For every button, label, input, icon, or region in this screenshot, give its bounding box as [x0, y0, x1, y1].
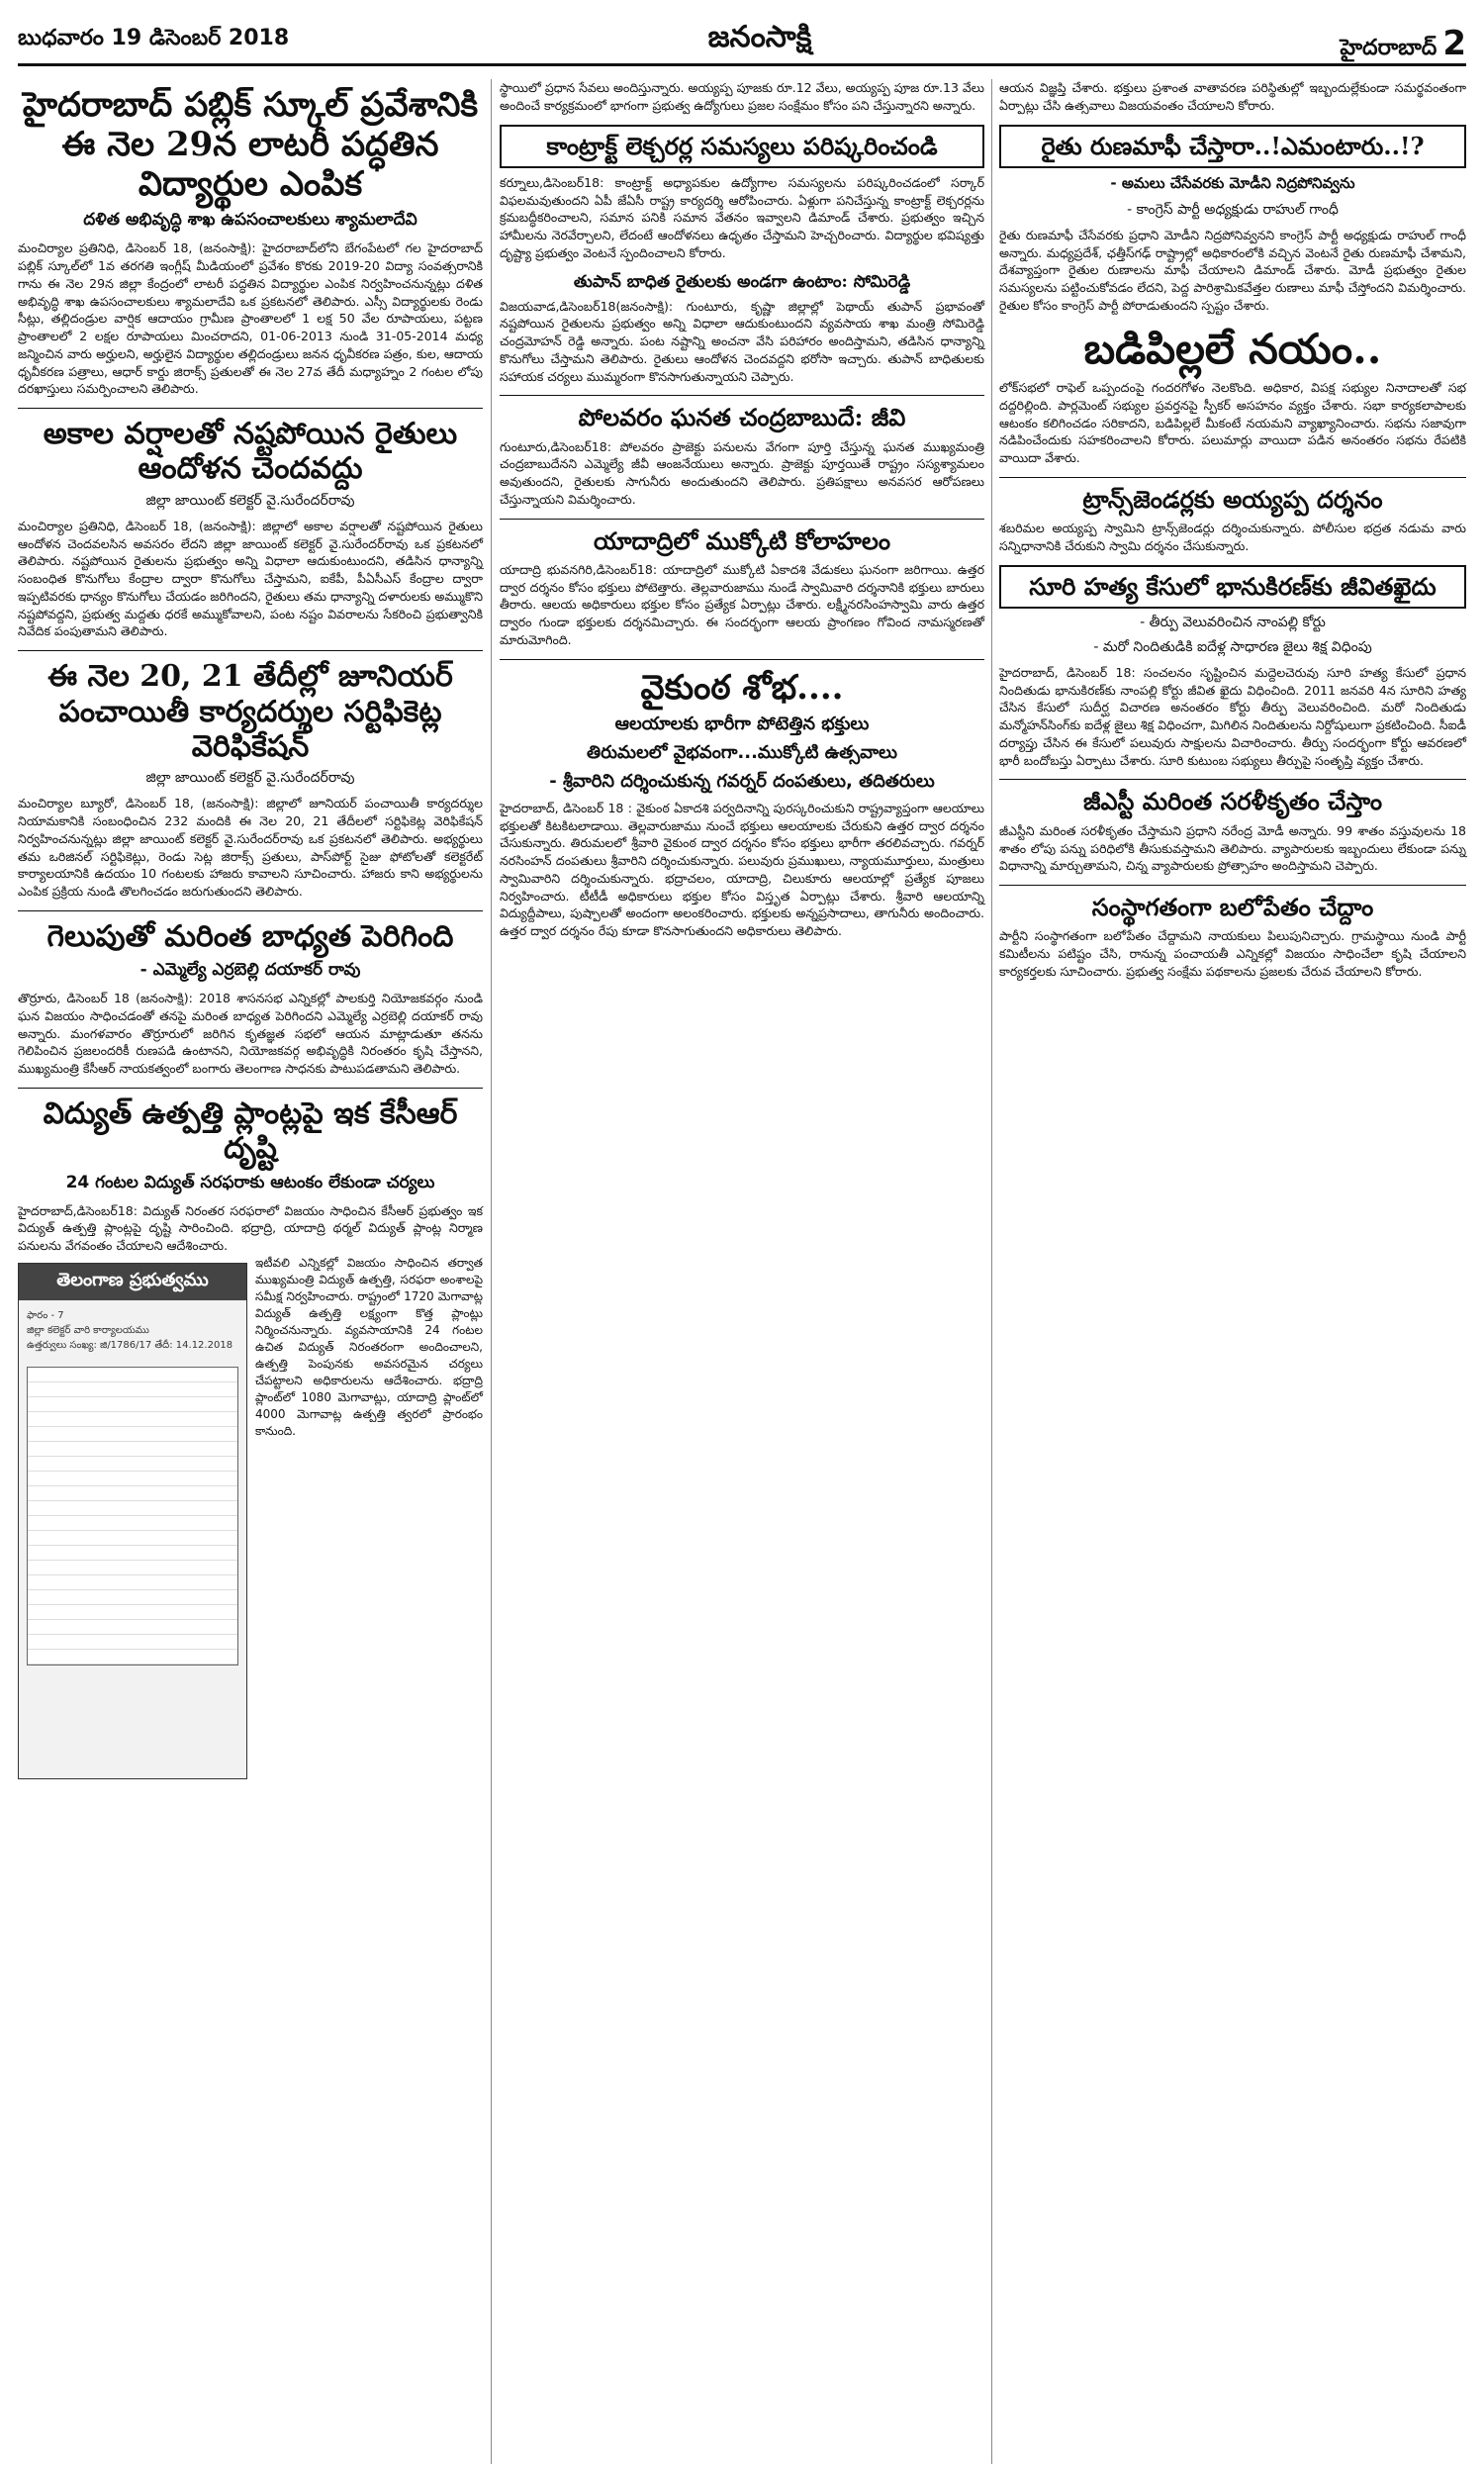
article — [18, 417, 483, 640]
article — [500, 79, 984, 115]
column-divider — [991, 79, 992, 2464]
city-name: హైదరాబాద్ — [1340, 36, 1438, 60]
notice-line: జిల్లా కలెక్టర్ వారి కార్యాలయము — [27, 1324, 149, 1336]
issue-date: బుధవారం 19 డిసెంబర్ 2018 — [18, 26, 290, 50]
article-body: యాదాద్రి భువనగిరి,డిసెంబర్18: యాదాద్రిలో ముక్కోటి ఏకాదశి వేడుకలు ఘనంగా జరిగాయి. ఉత్తర ద్వార దర్శనం కోసం భక్తులు పోటెత్తారు. తెల్లవారుజాము నుండే స్వామివారి దర్శనానికి భక్తులు బారులు తీరారు. ఆలయ అధికారులు భక్తుల కోసం ప్రత్యేక ఏర్పాట్లు చేశారు. లక్ష్మీనరసింహస్వామి వారు ఉత్తర ద్వారం గుండా భక్తులకు దర్శనమిచ్చారు. ఈ సందర్భంగా ఆలయ ప్రాంగణం గోవింద నామస్మరణతో మారుమోగింది. — [500, 561, 984, 647]
article-bullet: - శ్రీవారిని దర్శించుకున్న గవర్నర్ దంపతులు, తదితరులు — [549, 770, 935, 792]
article — [500, 272, 984, 386]
column-middle — [500, 79, 984, 950]
divider — [18, 650, 483, 651]
notice-line: ఉత్తర్వులు సంఖ్య: జి/1786/17 తేదీ: 14.12.2018 — [27, 1339, 233, 1351]
column-right — [999, 79, 1466, 991]
article — [500, 125, 984, 262]
page-number: 2 — [1442, 24, 1466, 63]
article-byline: - మరో నిందితుడికి ఐదేళ్ల సాధారణ జైలు శిక్ష విధింపు — [1093, 638, 1372, 655]
article-bullet: తిరుమలలో వైభవంగా...ముక్కోటి ఉత్సవాలు — [587, 741, 897, 763]
article-subhead: - ఎమ్మెల్యే ఎర్రబెల్లి దయాకర్ రావు — [139, 960, 361, 981]
notice-line: ఫారం - 7 — [27, 1309, 64, 1321]
article-headline: రైతు రుణమాఫీ చేస్తారా..!ఎమంటారు..!? — [999, 125, 1466, 168]
article — [999, 486, 1466, 555]
article-headline: అకాల వర్షాలతో నష్టపోయిన రైతులు ఆందోళన చెందవద్దు — [43, 417, 458, 487]
article — [999, 565, 1466, 770]
article-body: హైదరాబాద్, డిసెంబర్ 18 : వైకుంఠ ఏకాదశి పర్వదినాన్ని పురస్కరించుకుని రాష్ట్రవ్యాప్తంగా ఆలయాలు భక్తులతో కిటకిటలాడాయి. తెల్లవారుజాము నుంచే భక్తులు ఆలయాలకు చేరుకుని ఉత్తర ద్వార దర్శనం చేసుకున్నారు. తిరుమలలో శ్రీవారి వైకుంఠ ద్వార దర్శనం కోసం భక్తులు భారీగా తరలివచ్చారు. గవర్నర్ నరసింహన్ దంపతులు శ్రీవారిని దర్శించుకున్నారు. పలువురు ప్రముఖులు, న్యాయమూర్తులు, మంత్రులు స్వామివారిని దర్శించుకున్నారు. భద్రాచలం, యాదాద్రి, చిలుకూరు ఆలయాల్లో ప్రత్యేక పూజలు నిర్వహించారు. టీటీడీ అధికారులు భక్తుల కోసం విస్తృత ఏర్పాట్లు చేశారు. శ్రీవారి ఆలయాన్ని విద్యుద్దీపాలు, పుష్పాలతో అందంగా అలంకరించారు. భక్తులకు అన్నప్రసాదాలు, తాగునీరు అందించారు. ఉత్తర ద్వార దర్శనం రేపు కూడా కొనసాగుతుందని అధికారులు తెలిపారు. — [500, 800, 984, 939]
edition-city — [1340, 24, 1466, 65]
article-byline: జిల్లా జాయింట్ కలెక్టర్ వై.సురేందర్‌రావు — [145, 770, 355, 787]
article-body: పార్టీని సంస్థాగతంగా బలోపేతం చేద్దామని నాయకులు పిలుపునిచ్చారు. గ్రామస్థాయి నుండి పార్టీ కమిటీలను పటిష్టం చేసి, రానున్న పంచాయతీ ఎన్నికల్లో విజయం సాధించేలా కృషి చేయాలని కార్యకర్తలకు సూచించారు. ప్రభుత్వ సంక్షేమ పథకాలను ప్రజలకు చేరువ చేయాలని కోరారు. — [999, 928, 1466, 979]
masthead — [18, 14, 1466, 66]
article-body: గుంటూరు,డిసెంబర్18: పోలవరం ప్రాజెక్టు పనులను వేగంగా పూర్తి చేస్తున్న ఘనత ముఖ్యమంత్రి చంద్రబాబుదేనని ఎమ్మెల్యే జీవీ ఆంజనేయులు అన్నారు. ప్రాజెక్టు పూర్తయితే రాష్ట్రం సస్యశ్యామలం అవుతుందని, రైతులకు సాగునీరు అందుతుందని తెలిపారు. ప్రతిపక్షాలు అనవసర ఆరోపణలు చేస్తున్నాయని విమర్శించారు. — [500, 438, 984, 507]
article-body: తొర్రూరు, డిసెంబర్ 18 (జనంసాక్షి): 2018 శాసనసభ ఎన్నికల్లో పాలకుర్తి నియోజకవర్గం నుండి ఘన విజయం సాధించడంతో తనపై మరింత బాధ్యత పెరిగిందని ఎమ్మెల్యే ఎర్రబెల్లి దయాకర్ రావు అన్నారు. మంగళవారం తొర్రూరులో జరిగిన కృతజ్ఞత సభలో ఆయన మాట్లాడుతూ తనను గెలిపించిన ప్రజలందరికీ రుణపడి ఉంటానని, నియోజకవర్గ అభివృద్ధికి నిరంతరం కృషి చేస్తానని, ముఖ్యమంత్రి కేసీఆర్ నాయకత్వంలో బంగారు తెలంగాణ సాధనకు పాటుపడతామని తెలిపారు. — [18, 991, 483, 1077]
article-body: లోక్‌సభలో రాఫెల్ ఒప్పందంపై గందరగోళం నెలకొంది. అధికార, విపక్ష సభ్యుల నినాదాలతో సభ దద్దరిల్లింది. పార్లమెంట్ సభ్యుల ప్రవర్తనపై స్పీకర్ అసహనం వ్యక్తం చేశారు. సభా కార్యకలాపాలకు ఆటంకం కలిగించడం సరికాదని, బడిపిల్లలే మీకంటే నయమని వ్యాఖ్యానించారు. సభను సజావుగా నడిపించేందుకు సహకరించాలని కోరారు. పలుమార్లు వాయిదా పడిన అనంతరం సభను రేపటికి వాయిదా వేశారు. — [999, 380, 1466, 466]
article-headline: వైకుంఠ శోభ.... — [640, 667, 844, 708]
divider — [18, 408, 483, 409]
article — [999, 894, 1466, 981]
article-subhead: 24 గంటల విద్యుత్ సరఫరాకు ఆటంకం లేకుండా చర్యలు — [65, 1172, 435, 1192]
divider — [500, 519, 984, 520]
article — [999, 79, 1466, 115]
article — [18, 85, 483, 398]
article-body: మంచిర్యాల బ్యూరో, డిసెంబర్ 18, (జనంసాక్షి): జిల్లాలో జూనియర్ పంచాయితీ కార్యదర్శుల నియామకానికి సంబంధించిన 232 మందికి ఈ నెల 20, 21 తేదీలలో సర్టిఫికెట్ల వెరిఫికేషన్ నిర్వహించనున్నట్లు జిల్లా జాయింట్ కలెక్టర్ వై.సురేందర్‌రావు ఒక ప్రకటనలో తెలిపారు. అభ్యర్థులు తమ ఒరిజినల్ సర్టిఫికెట్లు, రెండు సెట్ల జిరాక్స్ ప్రతులు, పాస్‌పోర్ట్ సైజు ఫోటోలతో కలెక్టరేట్ కార్యాలయానికి ఉదయం 10 గంటలకు హాజరు కావాలని సూచించారు. హాజరు కాని అభ్యర్థులను ఎంపిక ప్రక్రియ నుండి తొలగించడం జరుగుతుందని తెలిపారు. — [18, 796, 483, 900]
article — [999, 125, 1466, 315]
article-bullet: ఆలయాలకు భారీగా పోటెత్తిన భక్తులు — [614, 713, 870, 734]
article-headline: సంస్థాగతంగా బలోపేతం చేద్దాం — [1091, 893, 1374, 922]
notice-row — [18, 1255, 483, 1779]
column-left — [18, 79, 483, 1789]
divider — [999, 477, 1466, 478]
notice-title: తెలంగాణ ప్రభుత్వము — [19, 1264, 246, 1300]
article-body: స్థాయిలో ప్రధాన సేవలు అందిస్తున్నారు. అయ్యప్ప పూజకు రూ.12 వేలు, అయ్యప్ప పూజ రూ.13 వేలు అందించే కార్యక్రమంలో భాగంగా ప్రభుత్వ ఉద్యోగులు ప్రజల సంక్షేమం కోసం పని చేస్తున్నారని అన్నారు. — [500, 80, 984, 113]
article-subhead: - అమలు చేసేవరకు మోడీని నిద్రపోనివ్వను — [1110, 173, 1355, 192]
paper-logo: జనంసాక్షి — [707, 20, 812, 54]
divider — [500, 395, 984, 396]
divider — [500, 659, 984, 660]
article — [18, 659, 483, 901]
article — [18, 919, 483, 1078]
article-body: హైదరాబాద్, డిసెంబర్ 18: సంచలనం సృష్టించిన మద్దెలచెరువు సూరి హత్య కేసులో ప్రధాన నిందితుడు భానుకిరణ్‌కు నాంపల్లి కోర్టు జీవిత ఖైదు విధించింది. 2011 జనవరి 4న సూరిని హత్య చేసిన కేసులో సుదీర్ఘ విచారణ అనంతరం కోర్టు తీర్పు వెలువరించింది. మరో నిందితుడు మన్మోహన్‌సింగ్‌కు ఐదేళ్ల జైలు శిక్ష విధించగా, మిగిలిన నిందితులను నిర్దోషులుగా ప్రకటించింది. సీఐడీ దర్యాప్తు చేసిన ఈ కేసులో పలువురు సాక్షులను విచారించారు. తీర్పు సందర్భంగా కోర్టు ఆవరణలో భారీ బందోబస్తు ఏర్పాటు చేశారు. సూరి కుటుంబ సభ్యులు తీర్పుపై సంతృప్తి వ్యక్తం చేశారు. — [999, 664, 1466, 768]
government-notice — [18, 1263, 247, 1779]
article-headline: తుపాన్ బాధిత రైతులకు అండగా ఉంటాం: సోమిరెడ్డి — [573, 271, 911, 292]
article-headline: హైదరాబాద్ పబ్లిక్ స్కూల్ ప్రవేశానికి ఈ నెల 29న లాటరీ పద్ధతిన విద్యార్థుల ఎంపిక — [22, 85, 479, 205]
article-subhead: దళిత అభివృద్ధి శాఖ ఉపసంచాలకులు శ్యామలాదేవి — [83, 210, 417, 231]
divider — [18, 1088, 483, 1089]
article — [999, 788, 1466, 875]
article-body: రైతు రుణమాఫీ చేసేవరకు ప్రధాని మోడీని నిద్రపోనివ్వనని కాంగ్రెస్ పార్టీ అధ్యక్షుడు రాహుల్ గాంధీ అన్నారు. మధ్యప్రదేశ్, ఛత్తీస్‌గఢ్ రాష్ట్రాల్లో అధికారంలోకి వచ్చిన వెంటనే రైతు రుణమాఫీ చేశామని, దేశవ్యాప్తంగా రైతుల రుణాలను మాఫీ చేయాలని డిమాండ్ చేశారు. మోడీ ప్రభుత్వం రైతుల సమస్యలను పట్టించుకోవడం లేదని, పెద్ద పారిశ్రామికవేత్తల రుణాలు మాఫీ చేస్తోందని విమర్శించారు. రైతుల కోసం కాంగ్రెస్ పార్టీ పోరాడుతుందని స్పష్టం చేశారు. — [999, 227, 1466, 313]
article-body: మంచిర్యాల ప్రతినిధి, డిసెంబర్ 18, (జనంసాక్షి): హైదరాబాద్‌లోని బేగంపేటలో గల హైదరాబాద్ పబ్లిక్ స్కూల్‌లో 1వ తరగతి ఇంగ్లీష్ మీడియంలో ప్రవేశం కొరకు 2019-20 విద్యా సంవత్సరానికి గాను ఈ నెల 29న జిల్లా కేంద్రంలో లాటరీ పద్ధతిన విద్యార్థుల ఎంపిక నిర్వహించనున్నట్లు దళిత అభివృద్ధి శాఖ ఉపసంచాలకులు శ్యామలాదేవి ఒక ప్రకటనలో తెలిపారు. ఎస్సీ విద్యార్థులకు రెండు సీట్లు, తల్లిదండ్రుల వార్షిక ఆదాయం గ్రామీణ ప్రాంతాలలో 1 లక్ష 50 వేల రూపాయలు, పట్టణ ప్రాంతాలలో 2 లక్షల రూపాయలు మించరాదని, 01-06-2013 నుండి 31-05-2014 మధ్య జన్మించిన వారు అర్హులని, అర్హులైన విద్యార్థుల తల్లిదండ్రులు జనన ధృవీకరణ పత్రం, కుల, ఆదాయ ధృవీకరణ పత్రాలు, ఆధార్ కార్డు జిరాక్స్ ప్రతులతో ఈ నెల 27వ తేదీ మధ్యాహ్నం 2 గంటల లోపు దరఖాస్తులు సమర్పించాలని తెలిపారు. — [18, 240, 483, 397]
divider — [18, 910, 483, 911]
article-body: ఆయన విజ్ఞప్తి చేశారు. భక్తులు ప్రశాంత వాతావరణ పరిస్థితుల్లో ఇబ్బందుల్లేకుండా సమర్థవంతంగా ఏర్పాట్లు చేసి ఉత్సవాలు విజయవంతం చేయాలని కోరారు. — [999, 80, 1466, 113]
article-headline: విద్యుత్ ఉత్పత్తి ప్లాంట్లపై ఇక కేసీఆర్ దృష్టి — [43, 1095, 458, 1167]
article-headline: బడిపిల్లలే నయం.. — [1083, 324, 1382, 373]
article-body: హైదరాబాద్,డిసెంబర్18: విద్యుత్ నిరంతర సరఫరాలో విజయం సాధించిన కేసీఆర్ ప్రభుత్వం ఇక విద్యుత్ ఉత్పత్తి ప్లాంట్లపై దృష్టి సారించింది. భద్రాద్రి, యాదాద్రి థర్మల్ విద్యుత్ ప్లాంట్ల నిర్మాణ పనులను వేగవంతం చేయాలని ఆదేశించారు. — [18, 1202, 483, 1254]
article-byline: జిల్లా జాయింట్ కలెక్టర్ వై.సురేందర్‌రావు — [145, 492, 355, 509]
article-body: మంచిర్యాల ప్రతినిధి, డిసెంబర్ 18, (జనంసాక్షి): జిల్లాలో అకాల వర్షాలతో నష్టపోయిన రైతులు ఆందోళన చెందవలసిన అవసరం లేదని జిల్లా జాయింట్ కలెక్టర్ వై.సురేందర్‌రావు ఒక ప్రకటనలో తెలిపారు. నష్టపోయిన రైతులను ప్రభుత్వం అన్ని విధాలా ఆదుకుంటుందని, తడిసిన ధాన్యాన్ని సంబంధిత కొనుగోలు కేంద్రాల ద్వారా కొనుగోలు చేస్తామని, ఐకేపీ, పీఏసీఎస్ కేంద్రాల ద్వారా ఇప్పటివరకు ధాన్యం కొనుగోలు చేయడం జరిగిందని, రైతులు తమ ధాన్యాన్ని దళారులకు అమ్ముకొని నష్టపోవద్దని, ప్రభుత్వ మద్దతు ధరకే అమ్ముకోవాలని, పంట నష్టం వివరాలను సేకరించి ప్రభుత్వానికి నివేదిక పంపుతామని తెలిపారు. — [18, 518, 483, 639]
divider — [999, 779, 1466, 780]
article-body: జీఎస్టీని మరింత సరళీకృతం చేస్తామని ప్రధాని నరేంద్ర మోడీ అన్నారు. 99 శాతం వస్తువులను 18 శాతం లోపు పన్ను పరిధిలోకి తీసుకువస్తామని తెలిపారు. వ్యాపారులకు ఇబ్బందులు లేకుండా పన్ను విధానాన్ని మార్చుతామని, చిన్న వ్యాపారులకు ప్రోత్సాహం అందిస్తామని చెప్పారు. — [999, 822, 1466, 874]
article-subhead: - తీర్పు వెలువరించిన నాంపల్లి కోర్టు — [1140, 614, 1326, 630]
article — [500, 527, 984, 649]
article-body: ఇటీవలి ఎన్నికల్లో విజయం సాధించిన తర్వాత ముఖ్యమంత్రి విద్యుత్ ఉత్పత్తి, సరఫరా అంశాలపై సమీక్ష నిర్వహించారు. రాష్ట్రంలో 1720 మెగావాట్ల విద్యుత్ ఉత్పత్తి లక్ష్యంగా కొత్త ప్లాంట్లు నిర్మించనున్నారు. వ్యవసాయానికి 24 గంటల ఉచిత విద్యుత్ నిరంతరంగా అందించాలని, ఉత్పత్తి పెంపునకు అవసరమైన చర్యలు చేపట్టాలని అధికారులను ఆదేశించారు. భద్రాద్రి ప్లాంట్‌లో 1080 మెగావాట్లు, యాదాద్రి ప్లాంట్‌లో 4000 మెగావాట్ల ఉత్పత్తి త్వరలో ప్రారంభం కానుంది. — [255, 1255, 483, 1439]
article-body: విజయవాడ,డిసెంబర్18(జనంసాక్షి): గుంటూరు, కృష్ణా జిల్లాల్లో పెథాయ్ తుపాన్ ప్రభావంతో నష్టపోయిన రైతులను ప్రభుత్వం అన్ని విధాలా ఆదుకుంటుందని వ్యవసాయ శాఖ మంత్రి సోమిరెడ్డి చంద్రమోహన్ రెడ్డి అన్నారు. పంట నష్టాన్ని అంచనా వేసి పరిహారం అందిస్తామని, తడిసిన ధాన్యాన్ని కొనుగోలు చేస్తామని తెలిపారు. రైతులు ఆందోళన చెందవద్దని భరోసా ఇచ్చారు. తుపాన్ బాధితులకు సహాయక చర్యలు ముమ్మరంగా కొనసాగుతున్నాయని చెప్పారు. — [500, 298, 984, 384]
article — [999, 325, 1466, 467]
article-headline: ఈ నెల 20, 21 తేదీల్లో జూనియర్ పంచాయితీ కార్యదర్శుల సర్టిఫికెట్ల వెరిఫికేషన్ — [47, 659, 453, 764]
article-headline: జీఎస్టీ మరింత సరళీకృతం చేస్తాం — [1082, 787, 1383, 816]
article-body: కర్నూలు,డిసెంబర్18: కాంట్రాక్ట్ అధ్యాపకుల ఉద్యోగాల సమస్యలను పరిష్కరించడంలో సర్కార్ విఫలమవుతుందని ఏపీ జేఏసీ రాష్ట్ర కార్యదర్శి ఆరోపించారు. ఏళ్లుగా పనిచేస్తున్న కాంట్రాక్ట్ లెక్చరర్లను క్రమబద్ధీకరించాలని, సమాన పనికి సమాన వేతనం ఇవ్వాలని డిమాండ్ చేశారు. ప్రభుత్వం ఇచ్చిన హామీలను నెరవేర్చాలని, లేదంటే ఆందోళనలు ఉధృతం చేస్తామని హెచ్చరించారు. విద్యార్థుల భవిష్యత్తు దృష్ట్యా ప్రభుత్వం వెంటనే స్పందించాలని కోరారు. — [500, 174, 984, 260]
article-headline: ట్రాన్స్‌జెండర్లకు అయ్యప్ప దర్శనం — [1082, 484, 1383, 514]
article — [500, 668, 984, 940]
article-headline: యాదాద్రిలో ముక్కోటి కోలాహలం — [593, 525, 891, 555]
article — [500, 404, 984, 508]
column-divider — [491, 79, 492, 2464]
article-byline: - కాంగ్రెస్ పార్టీ అధ్యక్షుడు రాహుల్ గాంధీ — [1127, 201, 1339, 218]
article-headline: గెలుపుతో మరింత బాధ్యత పెరిగింది — [46, 918, 454, 954]
article-headline: సూరి హత్య కేసులో భానుకిరణ్‌కు జీవితఖైదు — [999, 565, 1466, 609]
notice-table — [27, 1367, 238, 1666]
notice-text — [19, 1300, 246, 1361]
divider — [999, 885, 1466, 886]
article-body: శబరిమల అయ్యప్ప స్వామిని ట్రాన్స్‌జెండర్లు దర్శించుకున్నారు. పోలీసుల భద్రత నడుమ వారు సన్నిధానానికి చేరుకుని స్వామి దర్శనం చేసుకున్నారు. — [999, 521, 1466, 553]
article-headline: కాంట్రాక్ట్ లెక్చరర్ల సమస్యలు పరిష్కరించండి — [500, 125, 984, 168]
article-headline: పోలవరం ఘనత చంద్రబాబుదే: జీవి — [578, 403, 906, 432]
article — [18, 1096, 483, 1779]
